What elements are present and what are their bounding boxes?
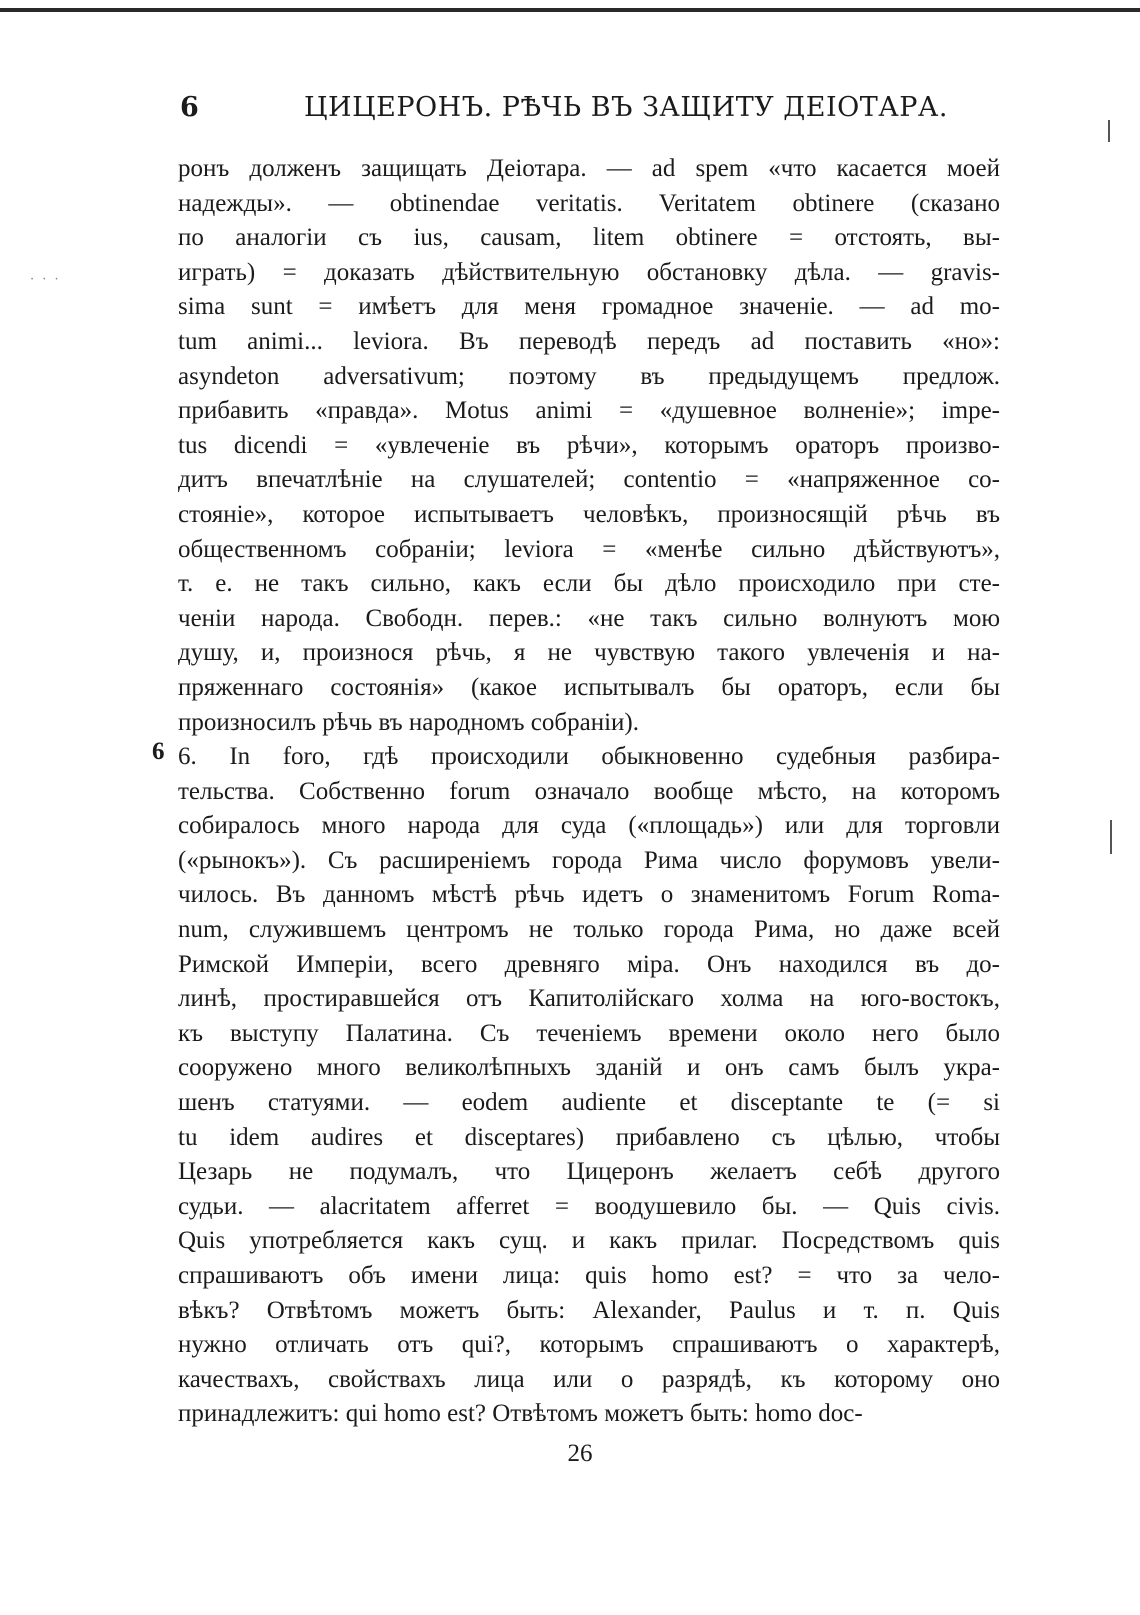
margin-tick [1110, 820, 1112, 854]
text-line: надежды». — obtinendae veritatis. Veritatem obtinere (сказано [178, 189, 1000, 217]
commentary-body [178, 152, 1000, 1432]
text-line: вѣкъ? Отвѣтомъ можетъ быть: Alexander, Paulus и т. п. Quis [178, 1296, 1000, 1324]
text-line: судьи. — alacritatem afferret = воодушевило бы. — Quis civis. [178, 1192, 1000, 1220]
text-line: произносилъ рѣчь въ народномъ собраніи). [178, 708, 639, 736]
text-line: tum animi... leviora. Въ переводѣ передъ ad поставить «но»: [178, 327, 1000, 355]
text-line: къ выступу Палатина. Съ теченіемъ времени около него было [178, 1019, 1000, 1047]
text-line: качествахъ, свойствахъ лица или о разрядѣ, къ которому оно [178, 1365, 1000, 1393]
text-line: нужно отличать отъ qui?, которымъ спрашиваютъ о характерѣ, [178, 1331, 1000, 1359]
text-line: прибавить «правда». Motus animi = «душевное волненіе»; impe- [178, 397, 1000, 425]
scan-artifact-mark: · · · [30, 272, 61, 287]
text-line: тельства. Собственно forum означало вообще мѣсто, на которомъ [178, 777, 1000, 805]
margin-section-number: 6 [152, 738, 165, 765]
text-line: шенъ статуями. — eodem audiente et disceptante te (= si [178, 1089, 1000, 1117]
text-line: («рынокъ»). Съ расширеніемъ города Рима число форумовъ увели- [178, 846, 1000, 874]
text-line: 6. In foro, гдѣ происходили обыкновенно судебныя разбира- [178, 743, 1000, 771]
text-line: Римской Имперіи, всего древняго міра. Онъ находился въ до- [178, 950, 1000, 978]
text-line: стояніе», которое испытываетъ человѣкъ, произносящій рѣчь въ [178, 500, 1000, 528]
header-page-number: 6 [180, 92, 199, 123]
text-line: линѣ, простиравшейся отъ Капитолійскаго холма на юго-востокъ, [178, 985, 1000, 1013]
text-line: num, служившемъ центромъ не только города Рима, но даже всей [178, 916, 1000, 944]
text-line: пряженнаго состоянія» (какое испытывалъ бы ораторъ, если бы [178, 673, 1000, 701]
text-line: ченіи народа. Свободн. перев.: «не такъ сильно волнуютъ мою [178, 604, 1000, 632]
text-line: сооружено много великолѣпныхъ зданій и онъ самъ былъ укра- [178, 1054, 1000, 1082]
text-line: душу, и, произнося рѣчь, я не чувствую такого увлеченія и на- [178, 639, 1000, 667]
text-line: по аналогіи съ ius, causam, litem obtinere = отстоять, вы- [178, 224, 1000, 252]
text-line: ронъ долженъ защищать Деіотара. — ad spem «что касается моей [178, 155, 1000, 182]
text-line: Quis употребляется какъ сущ. и какъ прилаг. Посредствомъ quis [178, 1227, 1000, 1255]
text-line: дитъ впечатлѣніе на слушателей; contentio = «напряженное со- [178, 466, 1000, 494]
text-line: спрашиваютъ объ имени лица: quis homo est? = что за чело- [178, 1262, 1000, 1289]
top-border-rule [0, 0, 1140, 12]
text-line: asyndeton adversativum; поэтому въ предыдущемъ предлож. [178, 362, 1000, 390]
footer-folio: 26 [567, 1440, 593, 1467]
text-line: sima sunt = имѣетъ для меня громадное значеніе. — ad mo- [178, 293, 1000, 321]
header-title: ЦИЦЕРОНЪ. РѢЧЬ ВЪ ЗАЩИТУ ДЕІОТАРА. [304, 92, 948, 123]
text-line: tu idem audires et disceptares) прибавлено съ цѣлью, чтобы [178, 1123, 1000, 1151]
text-line: чилось. Въ данномъ мѣстѣ рѣчь идетъ о знаменитомъ Forum Roma- [178, 881, 1000, 909]
text-line: общественномъ собраніи; leviora = «менѣе сильно дѣйствуютъ», [178, 535, 1000, 563]
text-line: принадлежитъ: qui homo est? Отвѣтомъ можетъ быть: homo doc- [178, 1400, 863, 1428]
running-head [180, 92, 1000, 132]
margin-tick [1108, 120, 1110, 142]
text-line: tus dicendi = «увлеченіе въ рѣчи», которымъ ораторъ произво- [178, 431, 1000, 459]
text-line: т. е. не такъ сильно, какъ если бы дѣло происходило при сте- [178, 570, 1000, 598]
text-line: собиралось много народа для суда («площадь») или для торговли [178, 812, 1000, 840]
text-line: играть) = доказать дѣйствительную обстановку дѣла. — gravis- [178, 258, 1000, 286]
text-line: Цезарь не подумалъ, что Цицеронъ желаетъ себѣ другого [178, 1158, 1000, 1186]
